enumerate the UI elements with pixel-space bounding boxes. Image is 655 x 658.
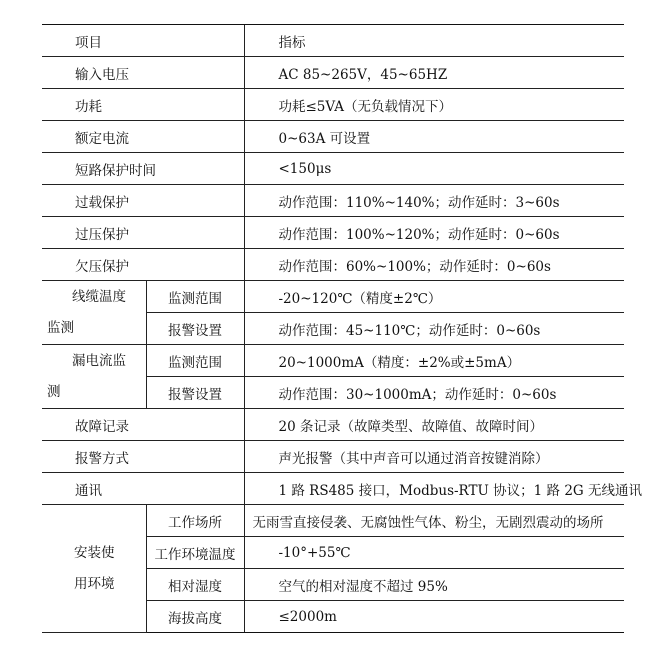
row-spec: 动作范围：100%~120%；动作延时：0~60s [244,217,624,249]
table-row [42,153,624,185]
table-row [42,217,624,249]
group-label-cable-temp [42,281,146,345]
row-sub-item: 报警设置 [146,313,244,345]
table-row [42,89,624,121]
table-row [42,345,624,377]
row-spec: 动作范围：60%~100%；动作延时：0~60s [244,249,624,281]
row-spec: 1 路 RS485 接口，Modbus-RTU 协议；1 路 2G 无线通讯 [244,473,624,505]
group-label-line2: 测 [47,383,61,400]
row-item: 输入电压 [42,57,244,89]
table-row [42,281,624,313]
table-row [42,441,624,473]
spec-table [42,24,642,633]
row-sub-item: 报警设置 [146,377,244,409]
row-spec: -10°+55℃ [244,537,624,569]
row-spec: 声光报警（其中声音可以通过消音按键消除） [244,441,624,473]
row-spec: 功耗≤5VA（无负载情况下） [244,89,624,121]
row-item: 欠压保护 [42,249,244,281]
row-spec: 无雨雪直接侵袭、无腐蚀性气体、粉尘，无剧烈震动的场所 [244,505,624,537]
row-item: 额定电流 [42,121,244,153]
table-row [42,249,624,281]
table-row [42,409,624,441]
group-label-line1: 安装使 [74,544,115,561]
row-item: 报警方式 [42,441,244,473]
row-spec: 20 条记录（故障类型、故障值、故障时间） [244,409,624,441]
group-label-line2: 用环境 [74,575,115,592]
row-spec: 20~1000mA（精度：±2%或±5mA） [244,345,624,377]
row-spec: -20~120℃（精度±2℃） [244,281,624,313]
row-sub-item: 监测范围 [146,345,244,377]
row-sub-item: 工作场所 [146,505,244,537]
group-label-line2: 监测 [47,319,74,336]
row-spec: 动作范围：30~1000mA；动作延时：0~60s [244,377,624,409]
row-item: 短路保护时间 [42,153,244,185]
row-item: 功耗 [42,89,244,121]
row-item: 过压保护 [42,217,244,249]
row-item: 故障记录 [42,409,244,441]
table-row [42,473,624,505]
row-spec: ≤2000m [244,601,624,633]
table-row [42,121,624,153]
row-item: 通讯 [42,473,244,505]
row-spec: 动作范围：110%~140%；动作延时：3~60s [244,185,624,217]
table-header-row [42,25,624,57]
header-item: 项目 [42,25,244,57]
row-spec: 0~63A 可设置 [244,121,624,153]
table-row [42,505,624,537]
row-spec: AC 85~265V，45~65HZ [244,57,624,89]
group-label-leakage [42,345,146,409]
group-label-line1: 漏电流监 [72,352,126,369]
row-spec: 动作范围：45~110℃；动作延时：0~60s [244,313,624,345]
group-label-line1: 线缆温度 [72,288,126,305]
row-spec: 空气的相对湿度不超过 95% [244,569,624,601]
row-sub-item: 监测范围 [146,281,244,313]
header-spec: 指标 [244,25,624,57]
row-item: 过载保护 [42,185,244,217]
row-sub-item: 海拔高度 [146,601,244,633]
row-sub-item: 工作环境温度 [146,537,244,569]
row-spec: <150μs [244,153,624,185]
group-label-environment [42,505,146,633]
table-row [42,57,624,89]
row-sub-item: 相对湿度 [146,569,244,601]
table-row [42,185,624,217]
